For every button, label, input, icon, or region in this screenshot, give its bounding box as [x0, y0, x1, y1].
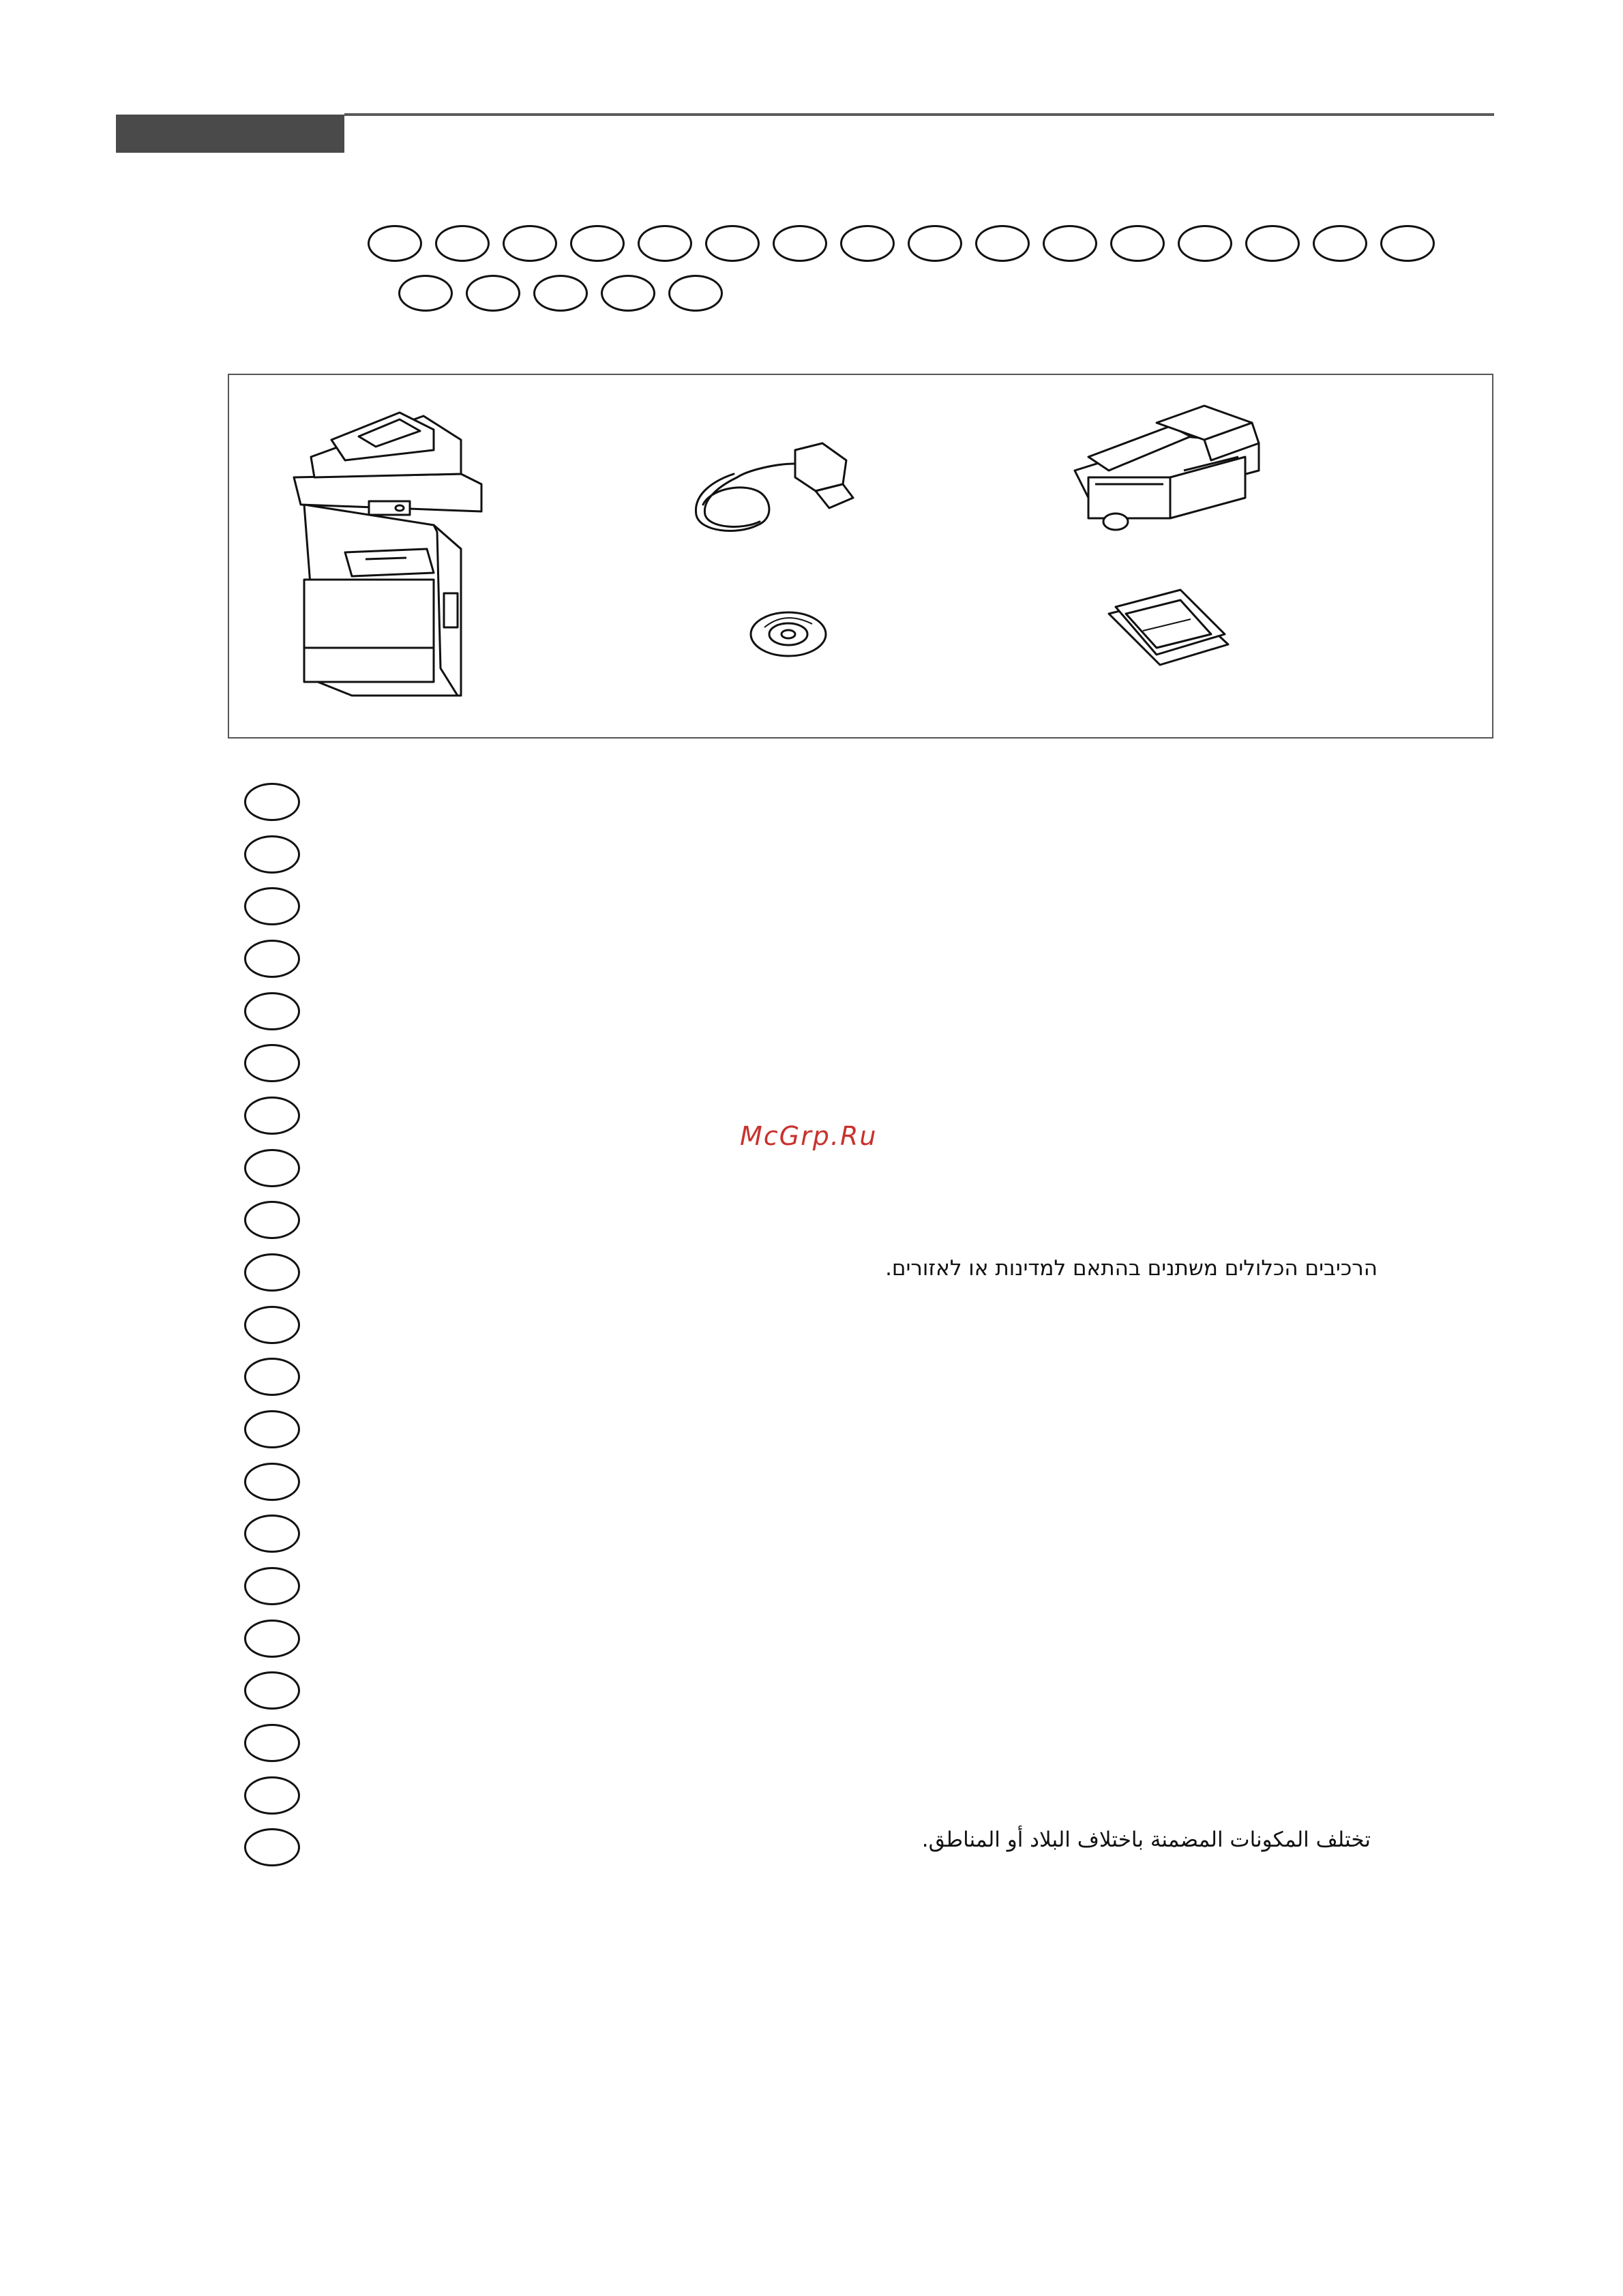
language-marker: [601, 275, 655, 312]
package-contents-box: [228, 374, 1493, 739]
language-marker: [1043, 225, 1097, 262]
language-marker: [638, 225, 692, 262]
list-marker: [244, 1567, 300, 1605]
dvd-icon: [751, 612, 826, 656]
list-marker: [244, 1620, 300, 1658]
language-marker-row: [0, 0, 1623, 327]
language-marker: [975, 225, 1030, 262]
language-marker: [570, 225, 625, 262]
language-marker: [1110, 225, 1165, 262]
printer-icon: [294, 413, 481, 696]
package-contents-illustration: [229, 375, 1492, 737]
language-marker: [1178, 225, 1232, 262]
language-marker: [773, 225, 827, 262]
list-marker: [244, 1306, 300, 1344]
language-marker: [705, 225, 760, 262]
list-marker: [244, 835, 300, 874]
list-marker: [244, 1149, 300, 1187]
language-marker: [1380, 225, 1435, 262]
watermark: McGrp.Ru: [740, 1121, 878, 1151]
list-marker: [244, 783, 300, 821]
documents-icon: [1109, 590, 1228, 665]
language-marker: [435, 225, 490, 262]
language-marker: [533, 275, 588, 312]
list-marker: [244, 1515, 300, 1553]
list-marker: [244, 1671, 300, 1710]
language-marker: [398, 275, 453, 312]
list-marker: [244, 1776, 300, 1815]
language-marker: [368, 225, 422, 262]
list-marker: [244, 1253, 300, 1292]
list-marker: [244, 887, 300, 925]
language-marker: [668, 275, 723, 312]
language-marker: [503, 225, 557, 262]
hebrew-note: הרכיבים הכלולים משתנים בהתאם למדינות או לאזורים.: [885, 1256, 1378, 1281]
arabic-note: تختلف المكونات المضمنة باختلاف البلاد أو المناطق.: [921, 1828, 1371, 1852]
list-marker: [244, 1358, 300, 1396]
language-marker: [908, 225, 962, 262]
list-marker: [244, 992, 300, 1030]
list-marker: [244, 940, 300, 978]
language-marker: [1313, 225, 1367, 262]
list-marker: [244, 1201, 300, 1239]
language-marker: [840, 225, 895, 262]
list-marker: [244, 1097, 300, 1135]
language-marker: [1245, 225, 1300, 262]
list-marker: [244, 1463, 300, 1501]
toner-container-icon: [1075, 406, 1259, 530]
power-cord-icon: [696, 443, 853, 531]
list-marker: [244, 1724, 300, 1762]
list-marker: [244, 1828, 300, 1866]
language-marker: [466, 275, 520, 312]
list-marker: [244, 1044, 300, 1082]
list-marker: [244, 1410, 300, 1448]
